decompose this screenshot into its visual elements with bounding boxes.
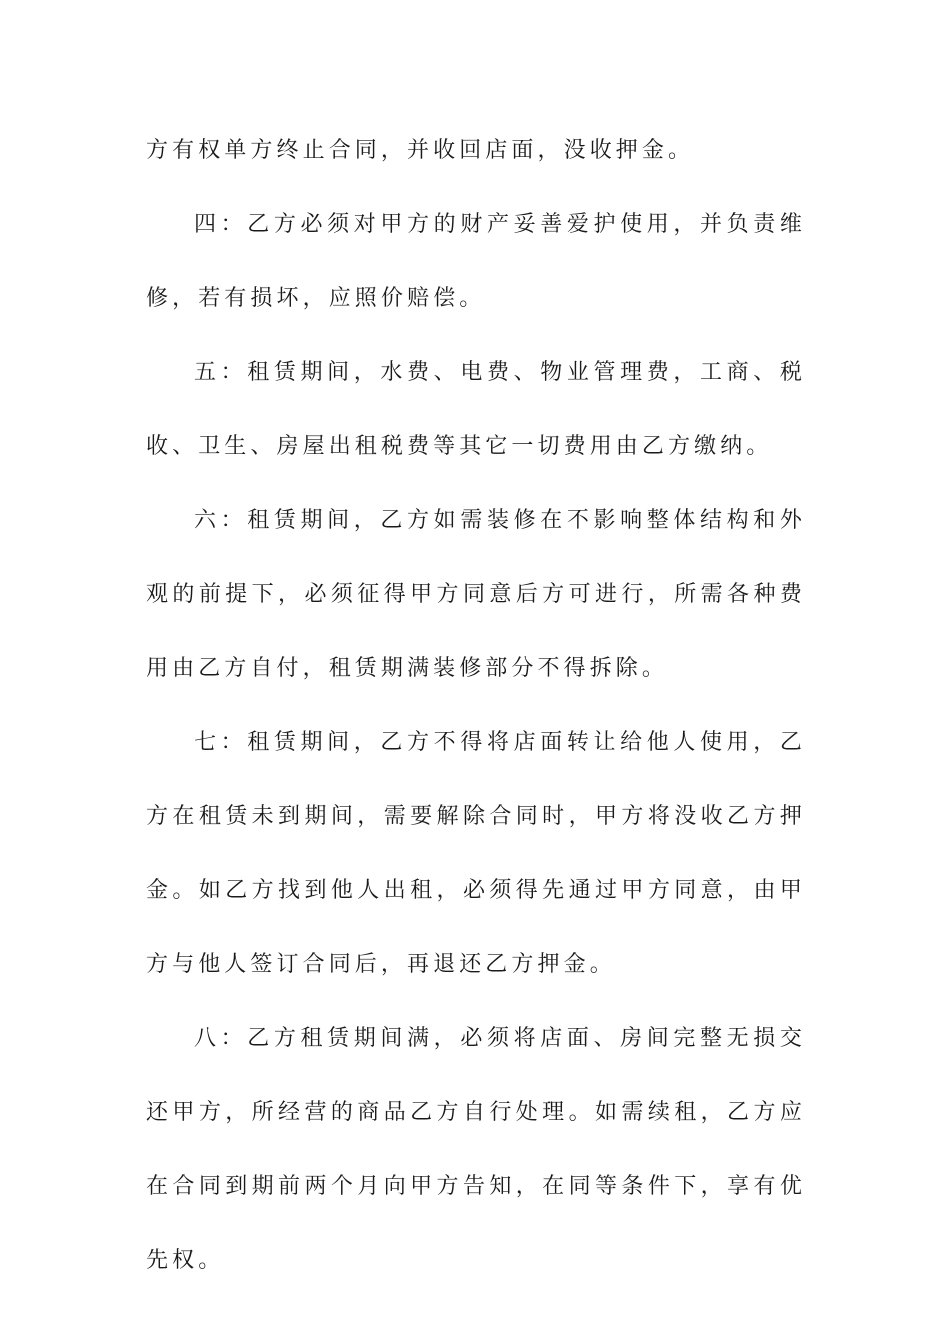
document-page (146, 114, 806, 1298)
clause-8: 八：乙方租赁期间满，必须将店面、房间完整无损交还甲方，所经营的商品乙方自行处理。如需续租，乙方应在合同到期前两个月向甲方告知，在同等条件下，享有优先权。 (146, 1026, 806, 1273)
clause-4: 四：乙方必须对甲方的财产妥善爱护使用，并负责维修，若有损坏，应照价赔偿。 (146, 212, 806, 311)
clause-7: 七：租赁期间，乙方不得将店面转让给他人使用，乙方在租赁未到期间，需要解除合同时，甲方将没收乙方押金。如乙方找到他人出租，必须得先通过甲方同意，由甲方与他人签订合同后，再退还乙方押金。 (146, 730, 806, 977)
paragraph-continuation: 方有权单方终止合同，并收回店面，没收押金。 (146, 138, 695, 163)
clause-5: 五：租赁期间，水费、电费、物业管理费，工商、税收、卫生、房屋出租税费等其它一切费用由乙方缴纳。 (146, 360, 806, 459)
clause-6: 六：租赁期间，乙方如需装修在不影响整体结构和外观的前提下，必须征得甲方同意后方可进行，所需各种费用由乙方自付，租赁期满装修部分不得拆除。 (146, 508, 806, 681)
